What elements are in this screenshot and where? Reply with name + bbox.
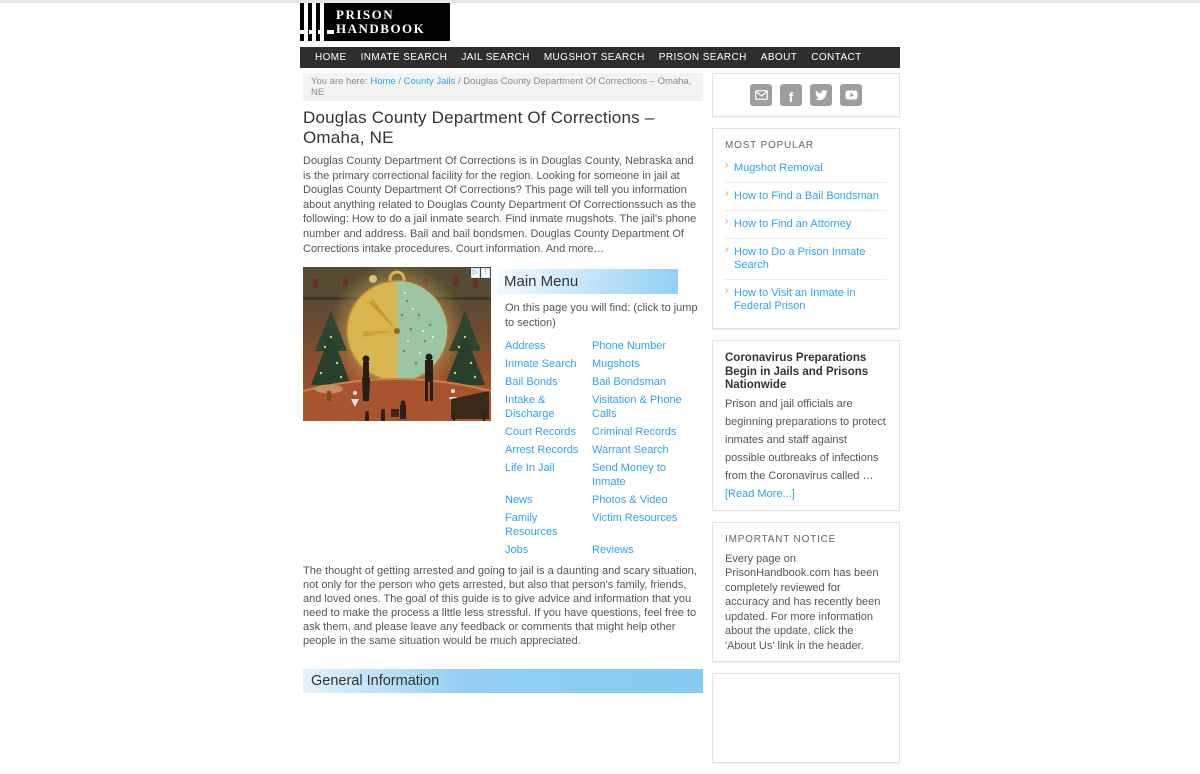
chevron-right-icon: › <box>725 244 729 255</box>
logo-text <box>336 8 425 37</box>
logo-line1: PRISON <box>336 6 395 22</box>
breadcrumb-prefix: You are here: <box>311 76 368 87</box>
main-menu-block <box>497 267 703 557</box>
twitter-icon[interactable] <box>810 84 832 106</box>
most-popular-heading: MOST POPULAR <box>725 140 814 151</box>
most-popular-list <box>725 155 887 320</box>
ad-illustration <box>303 267 491 421</box>
list-item <box>725 239 887 280</box>
nav-item-prison-search[interactable]: PRISON SEARCH <box>658 52 747 63</box>
news-box <box>712 340 900 511</box>
nav-item-home[interactable]: HOME <box>315 52 347 63</box>
chevron-right-icon: › <box>725 285 729 296</box>
adchoices-icon[interactable]: ▷ <box>472 269 479 277</box>
menu-link-address[interactable]: Address <box>505 340 546 353</box>
popular-link-find-attorney[interactable]: How to Find an Attorney <box>734 218 852 230</box>
chevron-right-icon: › <box>725 216 729 227</box>
menu-link-family-resources[interactable]: Family Resources <box>505 512 558 539</box>
list-item <box>725 155 887 183</box>
ad-info-icon[interactable]: ⋮ <box>482 269 489 277</box>
nav-item-about[interactable]: ABOUT <box>760 52 798 63</box>
intro-paragraph: Douglas County Department Of Corrections is in Douglas County, Nebraska and is the primary correctional facility for the region. Looking for someone in jail at Douglas County Department Of Corrections? This page will tell you information about anything related to Douglas County Department Of Correctionssuch as the following: How to do a jail inmate search. Find inmate mugshots. The jail's phone number and address. Bail and bail bondsmen. Douglas County Department Of Corrections intake procedures. Court information. And more… <box>303 155 697 255</box>
menu-link-court-records[interactable]: Court Records <box>505 426 576 439</box>
important-notice-box <box>712 522 900 663</box>
nav-item-jail-search[interactable]: JAIL SEARCH <box>461 52 530 63</box>
nav-item-inmate-search[interactable]: INMATE SEARCH <box>360 52 448 63</box>
popular-link-visit-inmate-federal-prison[interactable]: How to Visit an Inmate in Federal Prison <box>734 287 856 312</box>
main-menu-heading: Main Menu <box>497 269 678 294</box>
menu-link-visitation-phone-calls[interactable]: Visitation & Phone Calls <box>592 394 682 421</box>
most-popular-box <box>712 128 900 329</box>
news-title: Coronavirus Preparations Begin in Jails and Prisons Nationwide <box>725 352 869 391</box>
main-menu-note: On this page you will find: (click to jump to section) <box>505 302 698 330</box>
breadcrumb-separator: / <box>398 76 401 87</box>
chevron-right-icon: › <box>725 160 729 171</box>
important-notice-text: Every page on PrisonHandbook.com has been completely reviewed for accuracy and has recently been updated. For more information about the update, click the 'About Us' link in the header. <box>725 552 881 652</box>
breadcrumb-link-county-jails[interactable]: County Jails <box>403 76 456 87</box>
nav-item-contact[interactable]: CONTACT <box>811 52 862 63</box>
menu-link-mugshots[interactable]: Mugshots <box>592 358 640 371</box>
menu-link-send-money-to-inmate[interactable]: Send Money to Inmate <box>592 462 666 489</box>
main-menu-links <box>505 339 703 557</box>
breadcrumb <box>303 73 703 101</box>
important-notice-heading: IMPORTANT NOTICE <box>725 533 837 545</box>
chevron-right-icon: › <box>725 188 729 199</box>
breadcrumb-separator2: / <box>458 76 461 87</box>
advertisement-image[interactable] <box>303 267 491 421</box>
menu-link-criminal-records[interactable]: Criminal Records <box>592 426 677 439</box>
menu-link-inmate-search[interactable]: Inmate Search <box>505 358 577 371</box>
logo-line2: HANDBOOK <box>336 21 426 36</box>
list-item <box>725 211 887 239</box>
closing-paragraph: The thought of getting arrested and going to jail is a daunting and scary situation, not only for the person who gets arrested, but also that person's family, friends, and loved ones. The goal of this guide is to give advice and information that you need to make the process a little less stressful. If you have questions, feel free to ask them, and please leave any feedback or comments that might help other people in the same situation would be much appreciated. <box>303 565 697 647</box>
menu-link-phone-number[interactable]: Phone Number <box>592 340 666 353</box>
menu-link-bail-bonds[interactable]: Bail Bonds <box>505 376 558 389</box>
menu-link-jobs[interactable]: Jobs <box>505 544 529 557</box>
read-more-link[interactable]: [Read More...] <box>725 487 795 500</box>
menu-link-arrest-records[interactable]: Arrest Records <box>505 444 579 457</box>
popular-link-mugshot-removal[interactable]: Mugshot Removal <box>734 162 823 174</box>
menu-link-photos-video[interactable]: Photos & Video <box>592 494 668 507</box>
main-nav <box>300 47 900 68</box>
sidebar-ad-placeholder <box>712 673 900 763</box>
nav-item-mugshot-search[interactable]: MUGSHOT SEARCH <box>543 52 645 63</box>
email-icon[interactable] <box>750 84 772 106</box>
menu-link-intake-discharge[interactable]: Intake & Discharge <box>505 394 555 421</box>
breadcrumb-link-home[interactable]: Home <box>370 76 396 87</box>
facebook-icon[interactable]: f <box>780 84 802 106</box>
social-links-box <box>712 73 900 117</box>
sidebar <box>712 73 900 774</box>
breadcrumb-current: Douglas County Department Of Corrections – Omaha, NE <box>311 76 692 98</box>
menu-link-warrant-search[interactable]: Warrant Search <box>592 444 669 457</box>
jail-bars-icon <box>300 3 334 41</box>
news-excerpt: Prison and jail officials are beginning preparations to protect inmates and staff against possible outbreaks of infections from the Coronavirus called … <box>725 397 886 482</box>
site-container <box>300 3 900 774</box>
youtube-icon[interactable] <box>840 84 862 106</box>
popular-link-prison-inmate-search[interactable]: How to Do a Prison Inmate Search <box>734 246 866 271</box>
popular-link-find-bail-bondsman[interactable]: How to Find a Bail Bondsman <box>734 190 879 202</box>
menu-link-victim-resources[interactable]: Victim Resources <box>592 512 678 525</box>
menu-link-bail-bondsman[interactable]: Bail Bondsman <box>592 376 666 389</box>
menu-link-reviews[interactable]: Reviews <box>592 544 634 557</box>
menu-link-life-in-jail[interactable]: Life In Jail <box>505 462 555 475</box>
menu-link-news[interactable]: News <box>505 494 533 507</box>
list-item <box>725 183 887 211</box>
site-logo[interactable] <box>300 3 450 41</box>
page-title: Douglas County Department Of Corrections – Omaha, NE <box>303 108 655 147</box>
list-item <box>725 280 887 320</box>
general-information-heading: General Information <box>303 669 703 693</box>
main-column <box>303 73 703 774</box>
